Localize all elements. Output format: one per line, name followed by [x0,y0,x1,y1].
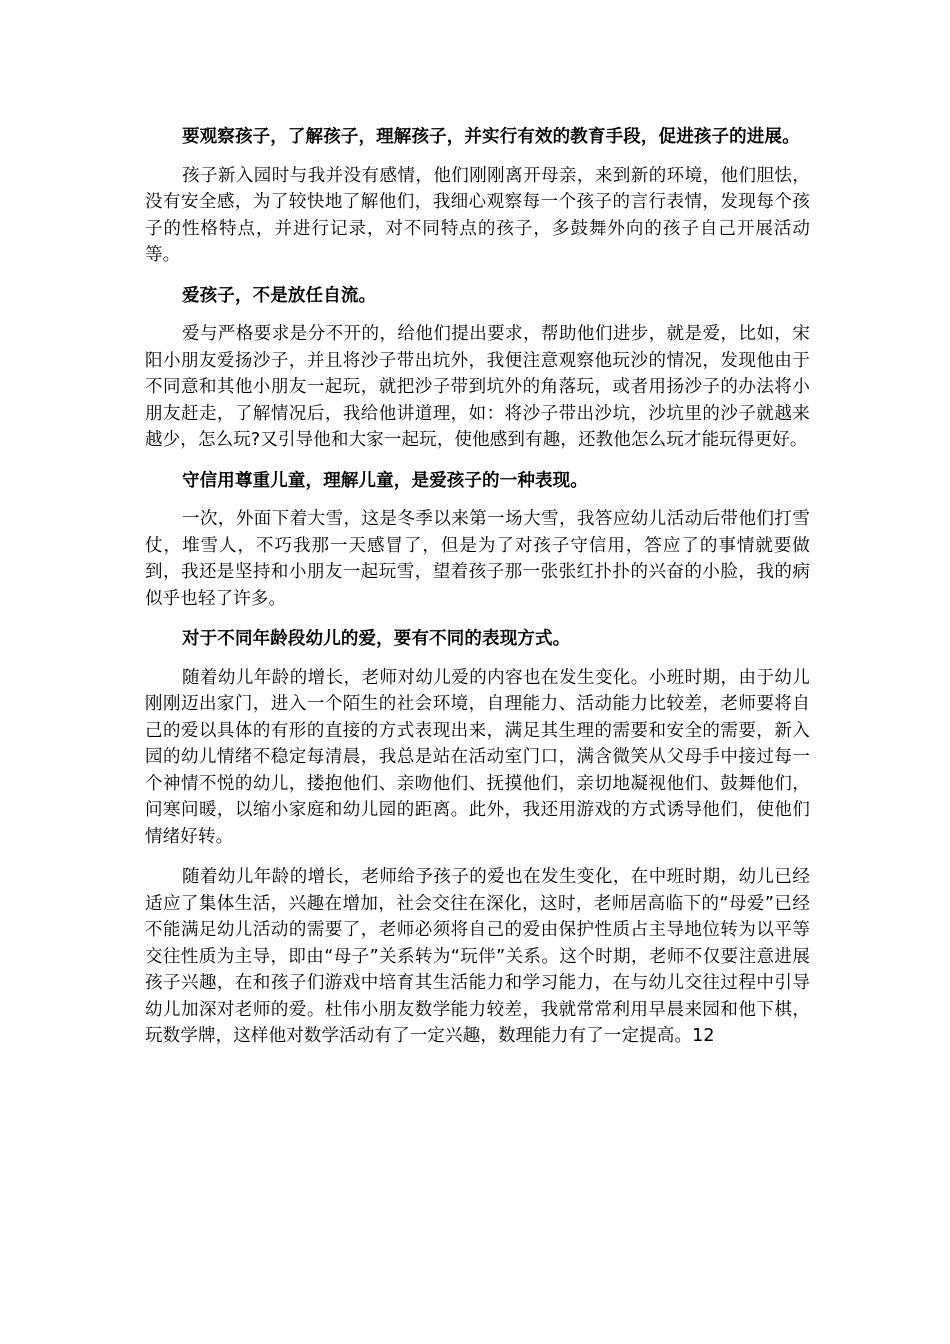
section-heading-keep-promise: 守信用尊重儿童，理解儿童，是爱孩子的一种表现。 [182,470,588,491]
paragraph-middle-class: 随着幼儿年龄的增长，老师给予孩子的爱也在发生变化，在中班时期，幼儿已经适应了集体生活，兴趣在增加，社会交往在深化，这时，老师居高临下的“母爱”已经不能满足幼儿活动的需要了，老师必须将自己的爱由保护性质占主导地位转为以平等交往性质为主导，即由“母子”关系转为“玩伴”关系。这个时期，老师不仅要注意进展孩子兴趣，在和孩子们游戏中培育其生活能力和学习能力，在与幼儿交往过程中引导幼儿加深对老师的爱。杜伟小朋友数学能力较差，我就常常利用早晨来园和他下棋，玩数学牌，这样他对数学活动有了一定兴趣，数理能力有了一定提高。12 [145,867,810,1046]
paragraph-sand-play: 爱与严格要求是分不开的，给他们提出要求，帮助他们进步，就是爱，比如，宋阳小朋友爱扬沙子，并且将沙子带出坑外，我便注意观察他玩沙的情况，发现他由于不同意和其他小朋友一起玩，就把沙子带到坑外的角落玩，或者用扬沙子的办法将小朋友赶走，了解情况后，我给他讲道理，如：将沙子带出沙坑，沙坑里的沙子就越来越少，怎么玩?又引导他和大家一起玩，使他感到有趣，还教他怎么玩才能玩得更好。 [145,324,810,450]
document-body [145,124,810,1064]
section-heading-age-groups: 对于不同年龄段幼儿的爱，要有不同的表现方式。 [182,629,571,649]
paragraph-observe: 孩子新入园时与我并没有感情，他们刚刚离开母亲，来到新的环境，他们胆怯，没有安全感，为了较快地了解他们，我细心观察每一个孩子的言行表情，发现每个孩子的性格特点，并进行记录，对不同特点的孩子，多鼓舞外向的孩子自己开展活动等。 [145,165,810,265]
section-heading-observe: 要观察孩子，了解孩子，理解孩子，并实行有效的教育手段，促进孩子的进展。 [182,127,800,147]
paragraph-snow-day: 一次，外面下着大雪，这是冬季以来第一场大雪，我答应幼儿活动后带他们打雪仗，堆雪人，不巧我那一天感冒了，但是为了对孩子守信用，答应了的事情就要做到，我还是坚持和小朋友一起玩雪，望着孩子那一张张红扑扑的兴奋的小脸，我的病似乎也轻了许多。 [145,509,810,609]
paragraph-small-class: 随着幼儿年龄的增长，老师对幼儿爱的内容也在发生变化。小班时期，由于幼儿刚刚迈出家门，进入一个陌生的社会环境，自理能力、活动能力比较差，老师要将自己的爱以具体的有形的直接的方式表现出来，满足其生理的需要和安全的需要，新入园的幼儿情绪不稳定每清晨，我总是站在活动室门口，满含微笑从父母手中接过每一个神情不悦的幼儿，搂抱他们、亲吻他们、抚摸他们，亲切地凝视他们、鼓舞他们，问寒问暖，以缩小家庭和幼儿园的距离。此外，我还用游戏的方式诱导他们，使他们情绪好转。 [145,667,810,847]
section-heading-love-not-indulge: 爱孩子，不是放任自流。 [182,285,377,306]
